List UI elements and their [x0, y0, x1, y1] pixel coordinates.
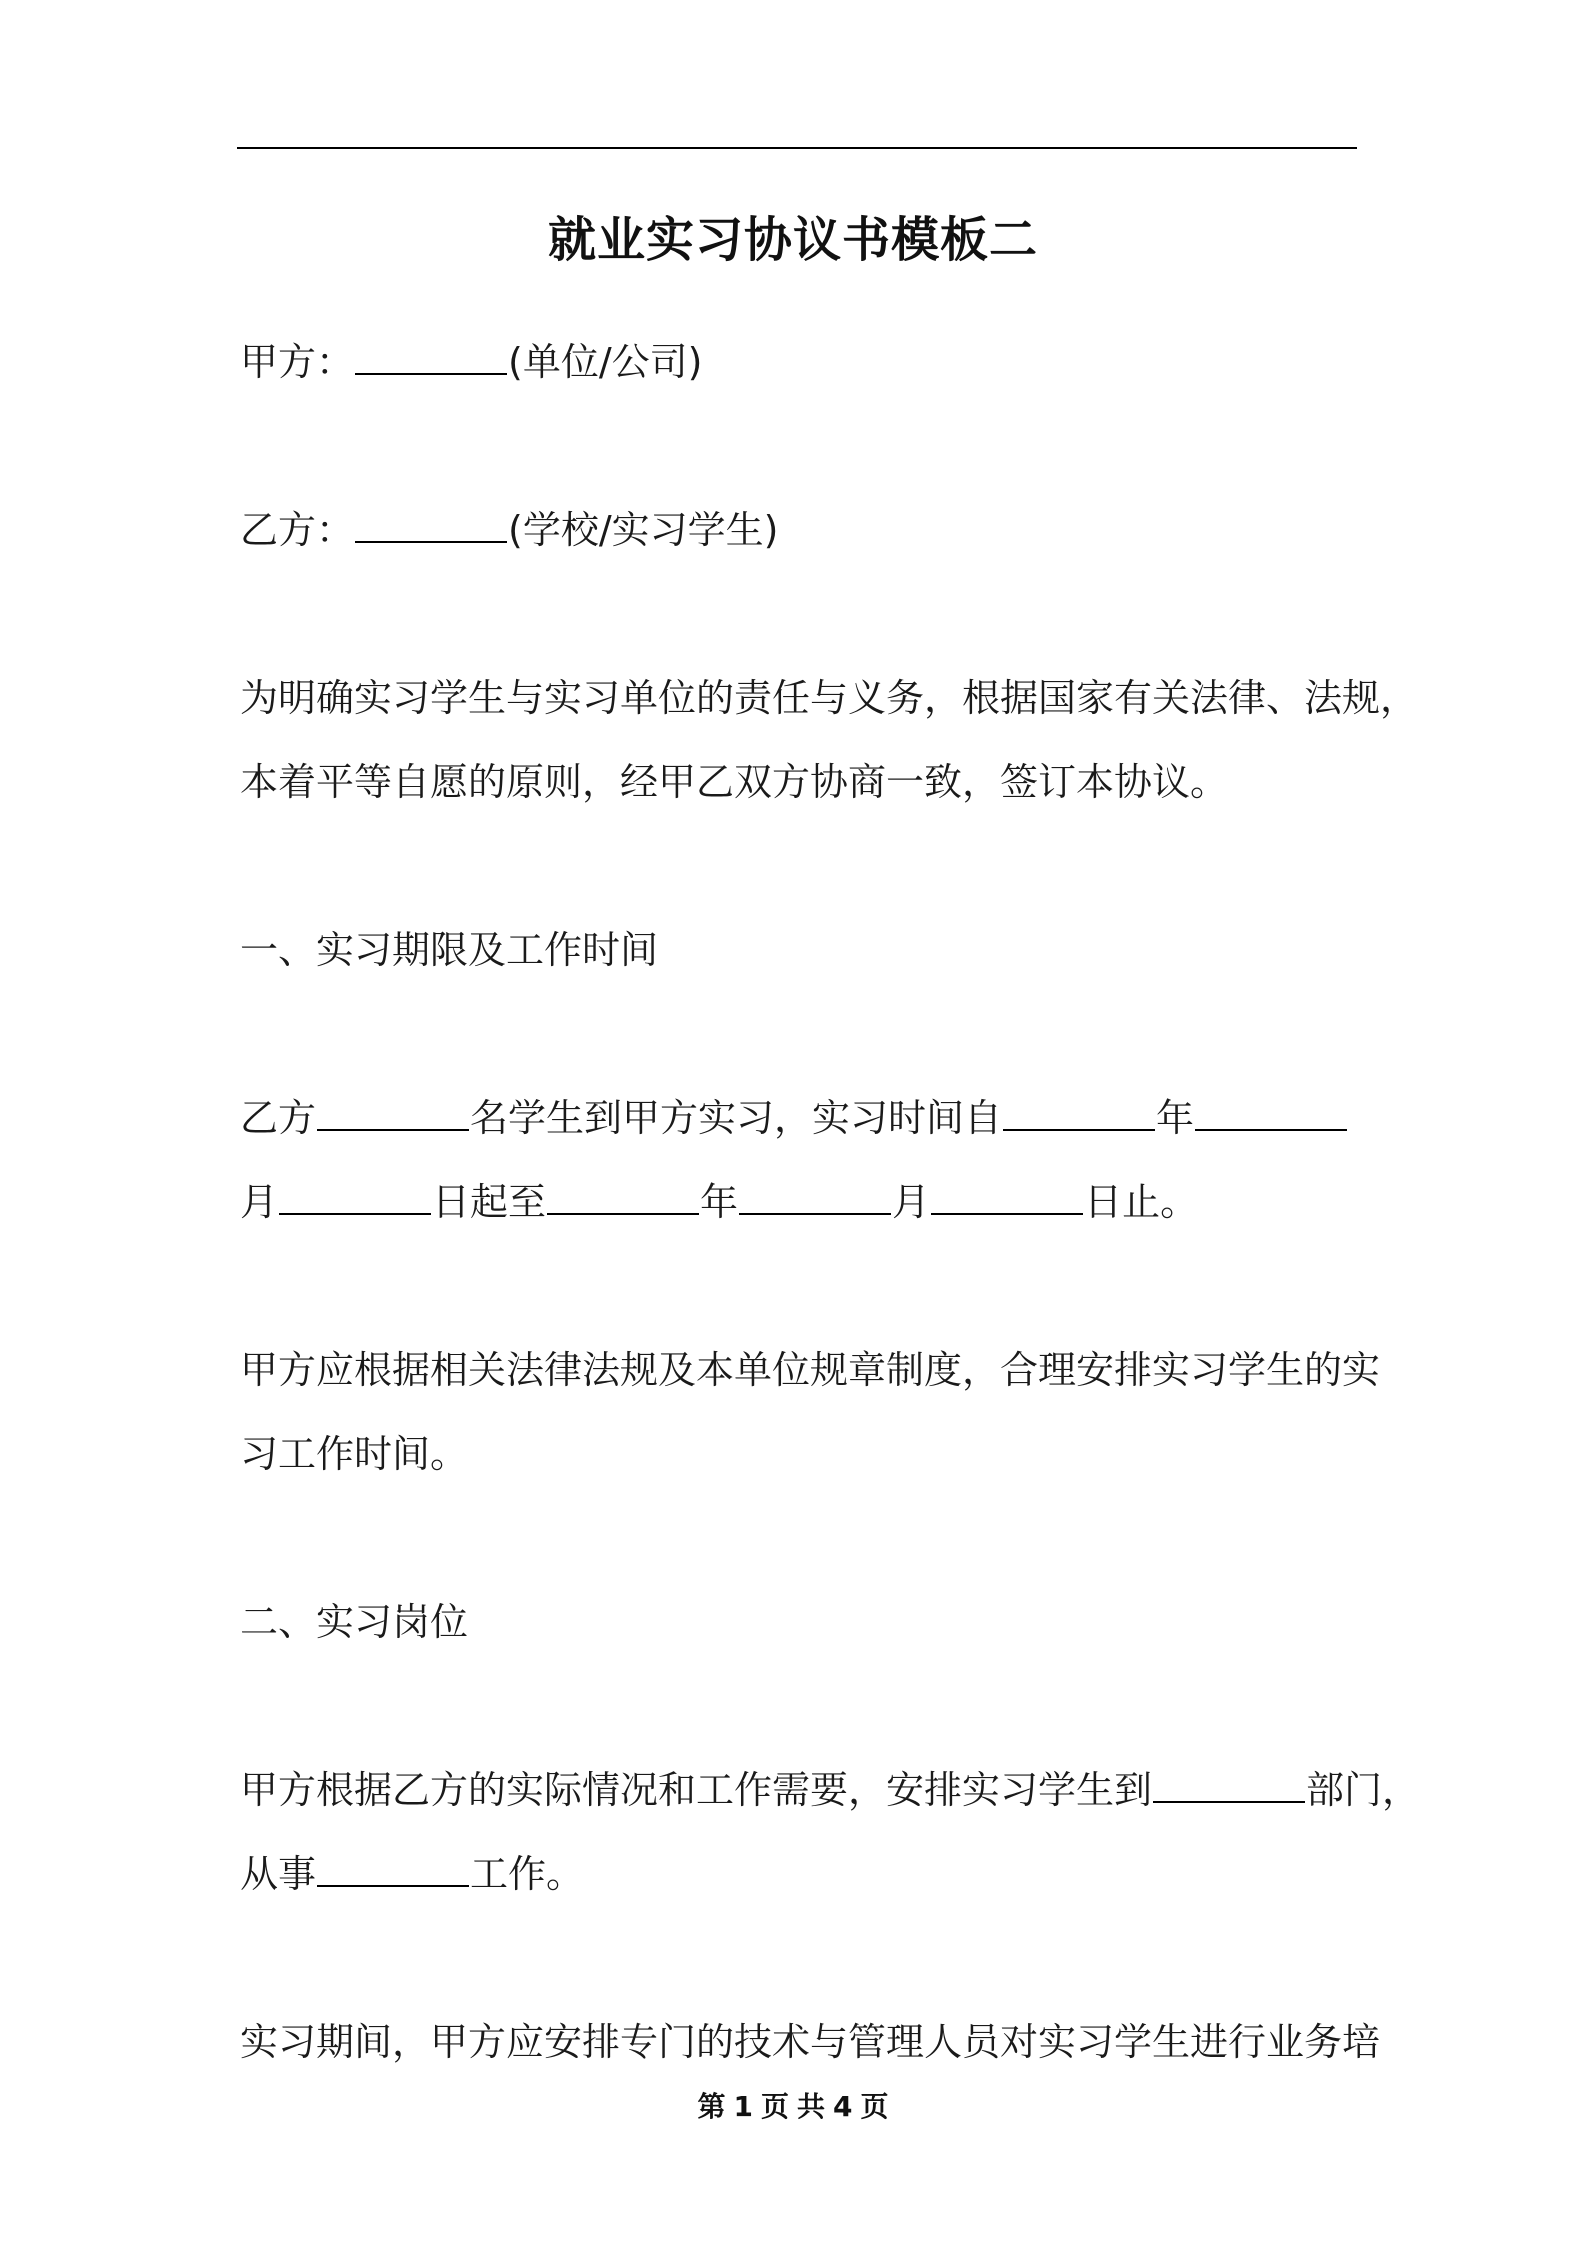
party-b-blank[interactable] [355, 540, 507, 543]
intro-line-2: 本着平等自愿的原则，经甲乙双方协商一致，签订本协议。 [240, 760, 1229, 804]
section-1-p2-line-2: 习工作时间。 [240, 1432, 469, 1476]
end-month-blank[interactable] [739, 1212, 891, 1215]
text-segment: 部门， [1306, 1768, 1421, 1812]
section-1-heading: 一、实习期限及工作时间 [240, 928, 659, 972]
text-segment: 月 [240, 1180, 279, 1224]
end-year-blank[interactable] [547, 1212, 699, 1215]
section-2-p1-line-1 [240, 1748, 1420, 1832]
section-2-p2-line-1: 实习期间，甲方应安排专门的技术与管理人员对实习学生进行业务培 [240, 2020, 1381, 2064]
intro-line-1: 为明确实习学生与实习单位的责任与义务，根据国家有关法律、法规， [240, 676, 1419, 720]
footer-total-word: 页 [860, 2090, 889, 2123]
text-segment: 工作。 [470, 1852, 585, 1896]
party-a-blank[interactable] [355, 372, 507, 375]
text-segment: 乙方 [240, 1096, 317, 1140]
text-segment: 日止。 [1084, 1180, 1199, 1224]
department-blank[interactable] [1153, 1800, 1305, 1803]
section-1-p1-line-2 [240, 1160, 1198, 1244]
text-segment: 年 [1156, 1096, 1195, 1140]
section-1-p1-line-1 [240, 1076, 1348, 1160]
footer-total-pages: 4 [833, 2090, 853, 2123]
document-title: 就业实习协议书模板二 [547, 212, 1038, 268]
start-year-blank[interactable] [1003, 1128, 1155, 1131]
footer-page-label: 第 [697, 2090, 726, 2123]
text-segment: 日起至 [432, 1180, 547, 1224]
party-a-prefix: 甲方： [240, 340, 355, 384]
footer-page-number: 1 [733, 2090, 753, 2123]
text-segment: 名学生到甲方实习，实习时间自 [470, 1096, 1003, 1140]
party-b-prefix: 乙方： [240, 508, 355, 552]
text-segment: 年 [700, 1180, 739, 1224]
footer-page-word: 页 [760, 2090, 789, 2123]
section-2-p1-line-2 [240, 1832, 584, 1916]
section-1-p2-line-1: 甲方应根据相关法律法规及本单位规章制度，合理安排实习学生的实 [240, 1348, 1381, 1392]
party-b-line [240, 488, 778, 572]
start-month-blank[interactable] [1195, 1128, 1347, 1131]
party-a-line [240, 320, 702, 404]
text-segment: 月 [892, 1180, 931, 1224]
end-day-blank[interactable] [931, 1212, 1083, 1215]
header-rule [237, 147, 1357, 149]
page-footer [0, 2082, 1586, 2132]
text-segment: 从事 [240, 1852, 317, 1896]
student-count-blank[interactable] [317, 1128, 469, 1131]
footer-total-label: 共 [797, 2090, 826, 2123]
job-blank[interactable] [317, 1884, 469, 1887]
section-2-heading: 二、实习岗位 [240, 1600, 469, 1644]
text-segment: 甲方根据乙方的实际情况和工作需要，安排实习学生到 [240, 1768, 1153, 1812]
start-day-blank[interactable] [279, 1212, 431, 1215]
party-b-suffix: (学校/实习学生) [508, 508, 779, 552]
party-a-suffix: (单位/公司) [508, 340, 703, 384]
